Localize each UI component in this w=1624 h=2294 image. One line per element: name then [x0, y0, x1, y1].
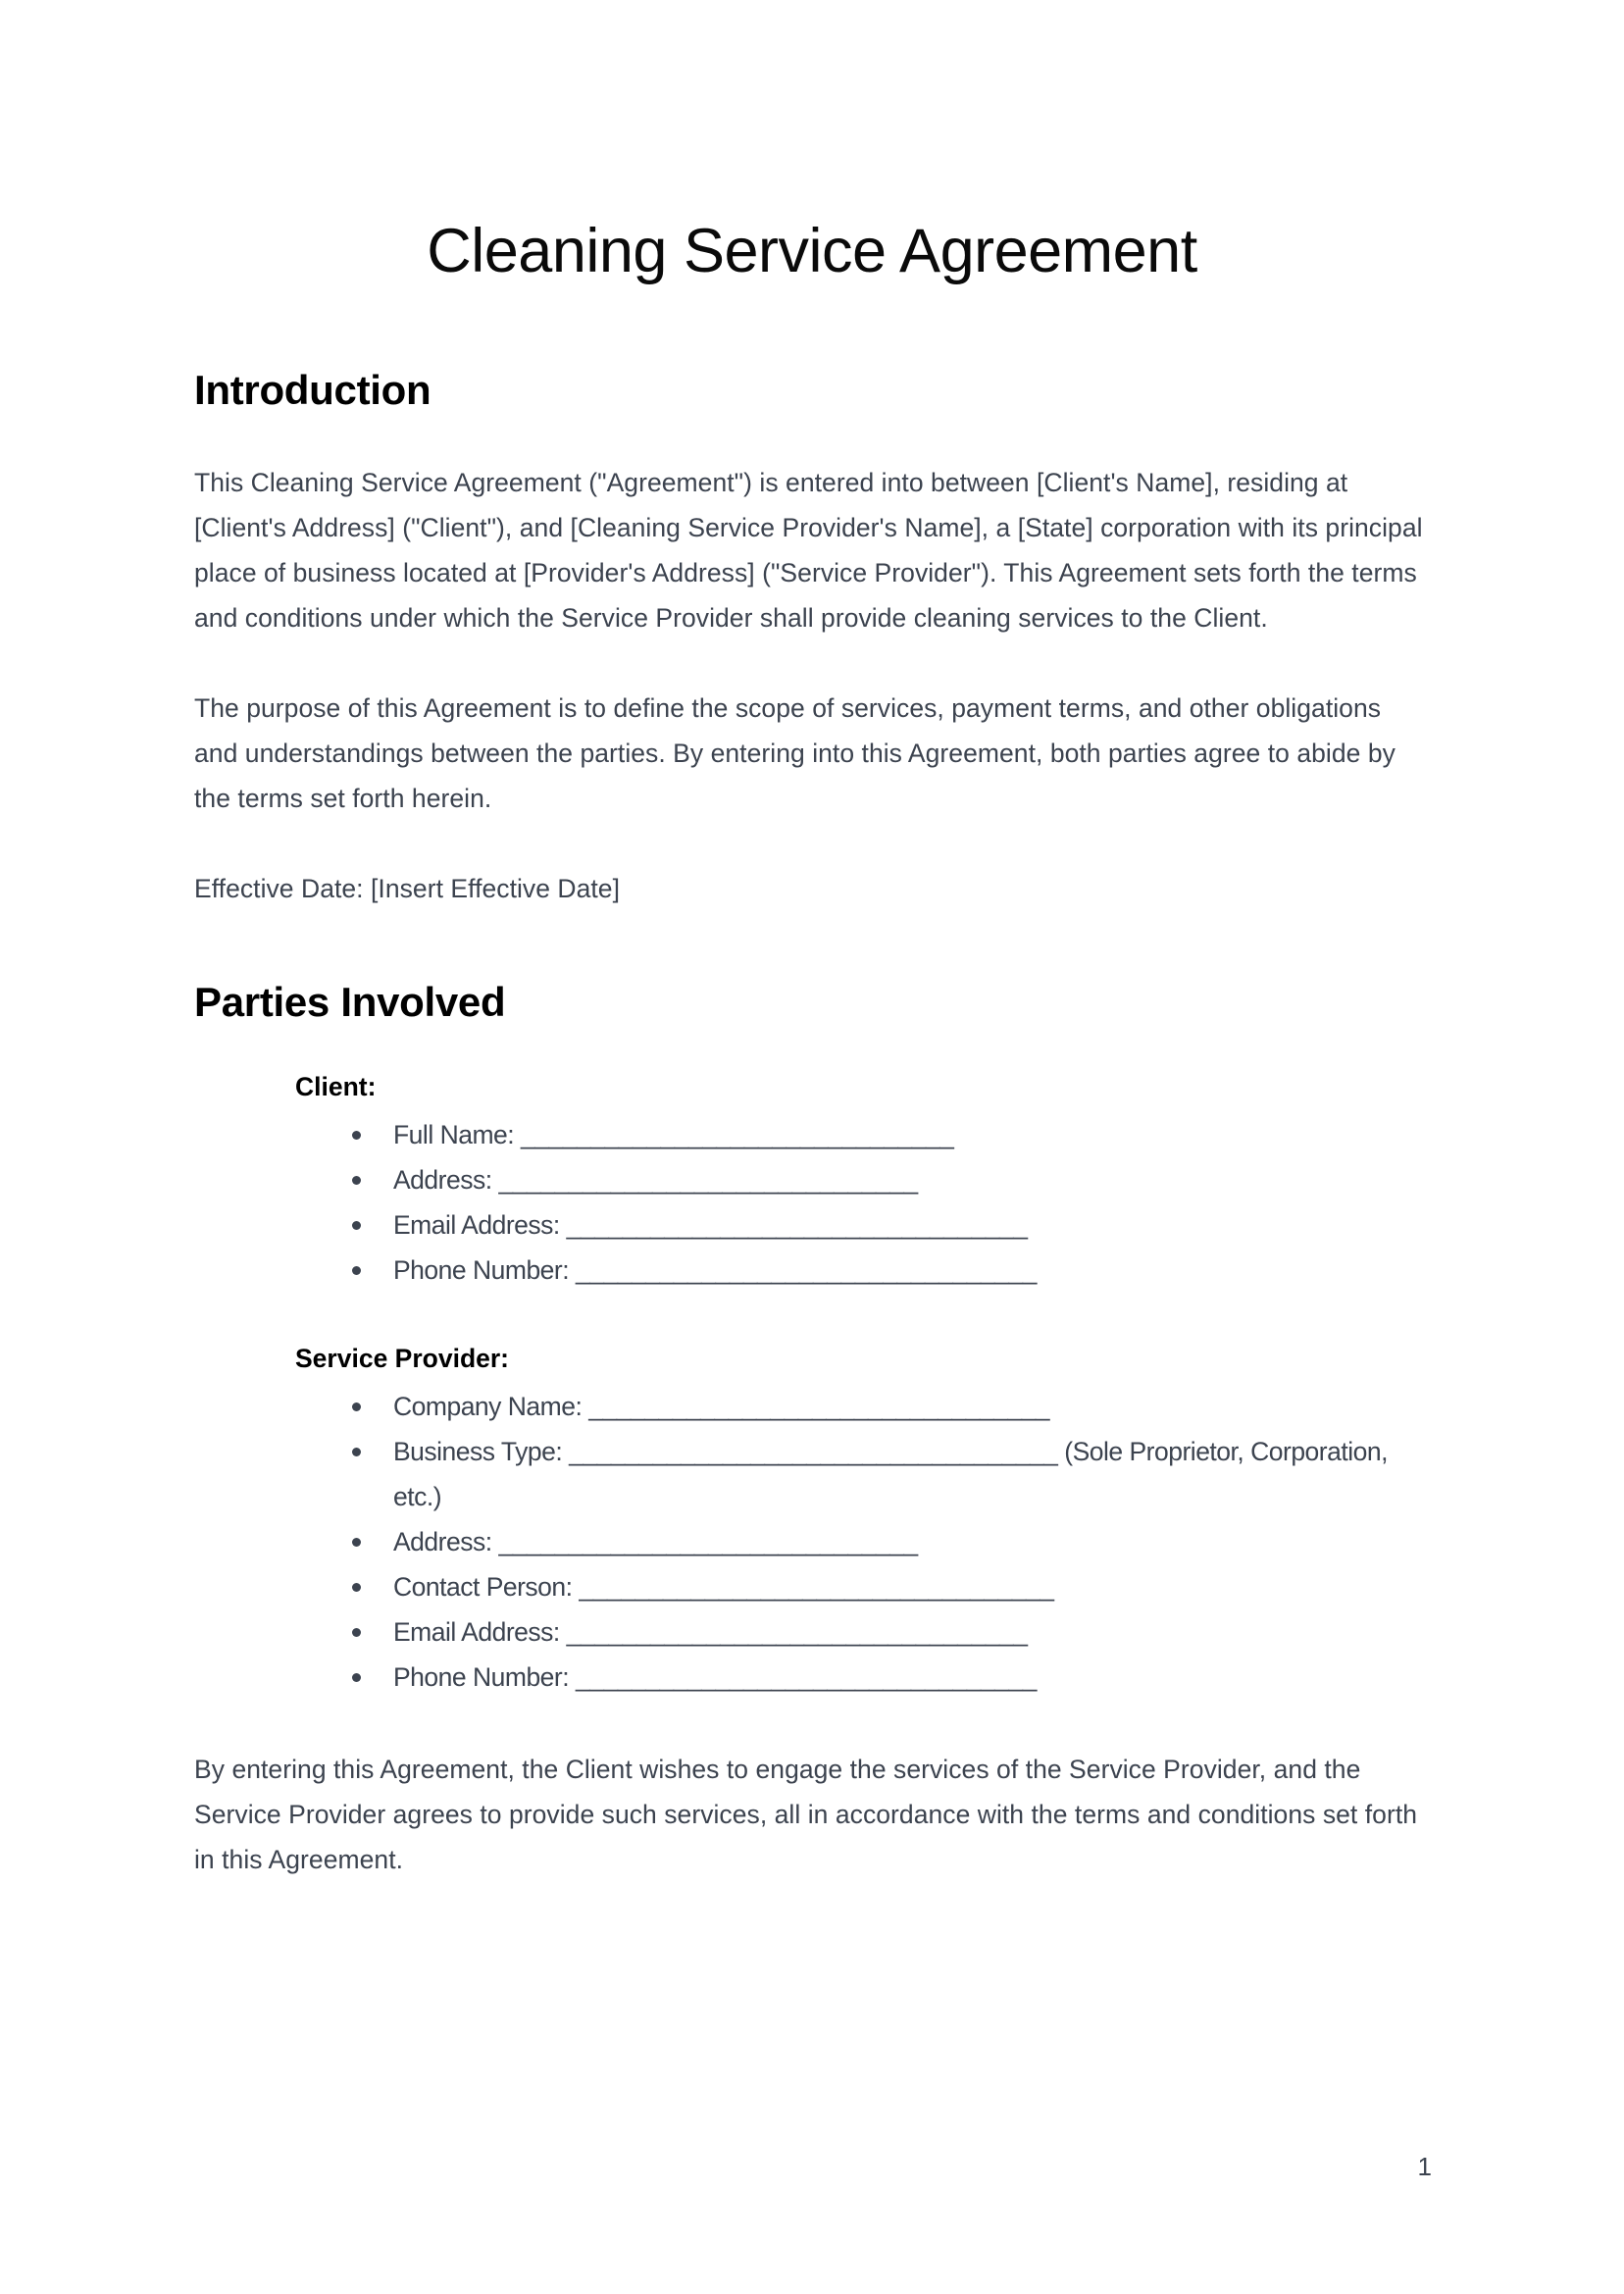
page-title: Cleaning Service Agreement: [427, 217, 1197, 286]
bullet-icon: [352, 1448, 361, 1456]
section-heading-parties-involved: Parties Involved: [194, 979, 506, 1026]
list-item: [295, 1429, 1430, 1519]
client-field-email-address: Email Address: _________________________________: [393, 1210, 1028, 1241]
bullet-icon: [352, 1402, 361, 1411]
list-item: [295, 1157, 1430, 1202]
bullet-icon: [352, 1628, 361, 1637]
service-provider-field-list: [295, 1384, 1430, 1700]
list-item: [295, 1112, 1430, 1157]
provider-field-contact-person: Contact Person: __________________________________: [393, 1572, 1054, 1603]
provider-field-company-name: Company Name: _________________________________: [393, 1392, 1050, 1422]
list-item: [295, 1248, 1430, 1293]
introduction-paragraph-2: The purpose of this Agreement is to define the scope of services, payment terms, and other obligations and understandings between the parties. By entering into this Agreement, both parties agree to abide by the terms set forth herein.: [194, 693, 1396, 814]
bullet-icon: [352, 1221, 361, 1230]
client-field-phone-number: Phone Number: _________________________________: [393, 1255, 1037, 1286]
provider-field-phone-number: Phone Number: _________________________________: [393, 1662, 1037, 1693]
party-label-client: Client:: [295, 1072, 377, 1102]
page-number: 1: [1417, 2152, 1432, 2181]
bullet-icon: [352, 1131, 361, 1140]
list-item: [295, 1609, 1430, 1655]
bullet-icon: [352, 1538, 361, 1547]
provider-field-business-type: Business Type: ___________________________________ (Sole Proprietor, Corporation, etc.): [393, 1437, 1388, 1512]
provider-field-address: Address: ______________________________: [393, 1527, 918, 1557]
bullet-icon: [352, 1583, 361, 1592]
party-block-client: [295, 1064, 1430, 1293]
list-item: [295, 1564, 1430, 1609]
provider-field-email-address: Email Address: _________________________________: [393, 1617, 1028, 1648]
list-item: [295, 1202, 1430, 1248]
effective-date-line: Effective Date: [Insert Effective Date]: [194, 874, 621, 904]
party-label-service-provider: Service Provider:: [295, 1344, 510, 1374]
list-item: [295, 1519, 1430, 1564]
document-body: [194, 368, 1430, 1882]
list-item: [295, 1655, 1430, 1700]
bullet-icon: [352, 1176, 361, 1185]
bullet-icon: [352, 1673, 361, 1682]
parties-closing-paragraph: By entering this Agreement, the Client wishes to engage the services of the Service Provider, and the Service Provider agrees to provide such services, all in accordance with the terms and conditions set forth in this Agreement.: [194, 1755, 1418, 1875]
bullet-icon: [352, 1266, 361, 1275]
party-block-service-provider: [295, 1336, 1430, 1700]
parties-groups: [194, 1064, 1430, 1700]
client-field-address: Address: ______________________________: [393, 1165, 918, 1196]
section-heading-introduction: Introduction: [194, 367, 431, 413]
client-field-list: [295, 1112, 1430, 1293]
introduction-paragraph-1: This Cleaning Service Agreement ("Agreement") is entered into between [Client's Name], residing at [Client's Address] ("Client"), and [Cleaning Service Provider's Name], a [State] corporation with its principal place of business located at [Provider's Address] ("Service Provider"). This Agreement sets forth the terms and conditions under which the Service Provider shall provide cleaning services to the Client.: [194, 468, 1423, 634]
client-field-full-name: Full Name: _______________________________: [393, 1120, 954, 1150]
section-spacer: [194, 956, 1430, 980]
list-item: [295, 1384, 1430, 1429]
